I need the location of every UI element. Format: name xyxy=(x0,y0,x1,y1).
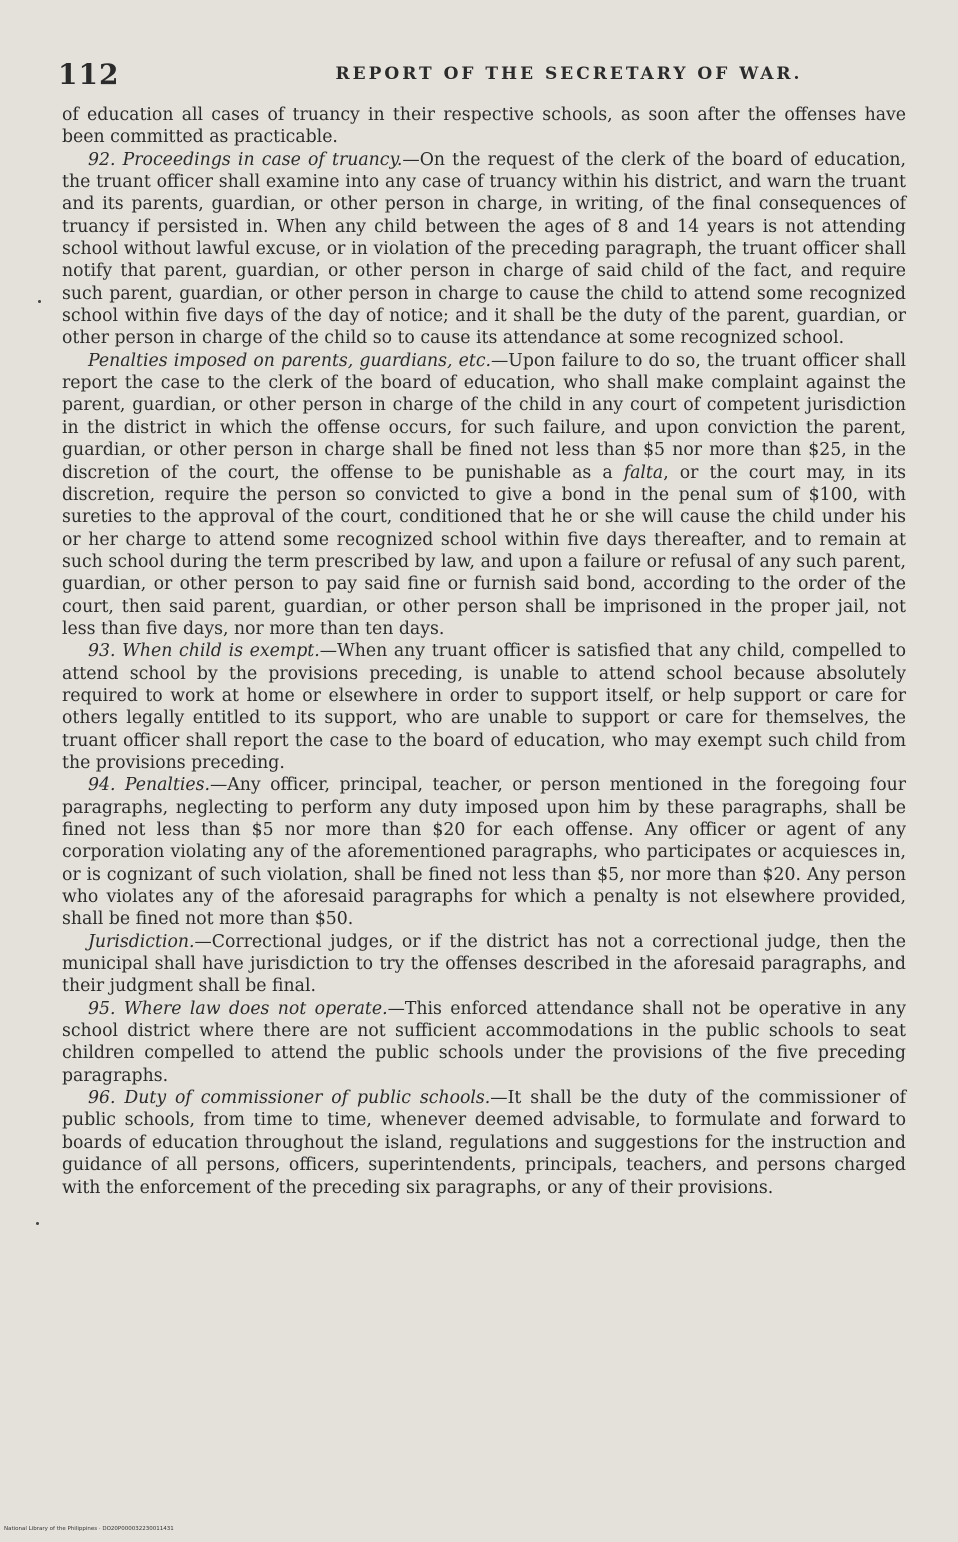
section-92 xyxy=(62,149,906,350)
penalties-parents-text-2: , or the court may, in its discretion, require the person so convicted to give a bond in the penal sum of $100, with sureties to the approval of the court, conditioned that he or she will cause the child under his or her charge to attend some recognized school within five days thereafter, and to remain at such school during the term prescribed by law, and upon a failure or refusal of any such parent, guardian, or other person to pay said fine or furnish said bond, according to the order of the court, then said parent, guardian, or other person shall be imprisoned in the proper jail, not less than five days, nor more than ten days. xyxy=(62,462,907,639)
continuation-text: of education all cases of truancy in their respective schools, as soon after the offenses have been committed as practicable. xyxy=(62,105,906,148)
section-93-number: 93. xyxy=(88,641,116,662)
section-92-text: On the request of the clerk of the board of education, the truant officer shall examine into any case of truancy within his district, and warn the truant and its parents, guardian, or other person in charge, in writing, of the final consequences of truancy if persisted in. When any child between the ages of 8 and 14 years is not attending school without lawful excuse, or in violation of the preceding paragraph, the truant officer shall notify that parent, guardian, or other person in charge of said child of the fact, and require such parent, guardian, or other person in charge to cause the child to attend some recognized school within five days of the day of notice; and it shall be the duty of the parent, guardian, or other person in charge of the child so to cause its attendance at some recognized school. xyxy=(62,149,906,349)
dash: — xyxy=(491,350,509,371)
section-96-heading: Duty of commissioner of public schools. xyxy=(124,1088,491,1109)
library-credit: National Library of the Philippines · DO20P000032230011431 xyxy=(4,1526,174,1532)
jurisdiction-heading: Jurisdiction. xyxy=(88,931,195,952)
section-94-text: Any officer, principal, teacher, or person mentioned in the foregoing four paragraphs, neglecting to perform any duty imposed upon him by these paragraphs, shall be fined not less than $5 nor more than $20 for each offense. Any officer or agent of any corporation violating any of the aforementioned paragraphs, who participates or acquiesces in, or is cognizant of such violation, shall be fined not less than $5, nor more than $20. Any person who violates any of the aforesaid paragraphs for which a penalty is not elsewhere provided, shall be fined not more than $50. xyxy=(62,775,906,930)
jurisdiction-text: Correctional judges, or if the district has not a correctional judge, then the municipal shall have jurisdiction to try the offenses described in the aforesaid paragraphs, and their judgment shall be final. xyxy=(62,931,906,997)
section-94-number: 94. xyxy=(88,775,116,796)
section-96 xyxy=(62,1087,906,1199)
section-92-number: 92. xyxy=(88,149,116,170)
section-96-number: 96. xyxy=(88,1088,116,1109)
running-head: REPORT OF THE SECRETARY OF WAR. xyxy=(335,64,803,84)
section-94-heading: Penalties. xyxy=(124,775,211,796)
section-95-number: 95. xyxy=(88,998,116,1019)
dash: — xyxy=(194,931,212,952)
section-92-heading: Proceedings in case of truancy. xyxy=(122,149,403,170)
page-number: 112 xyxy=(58,58,120,91)
penalties-parents-heading: Penalties imposed on parents, guardians, etc. xyxy=(88,350,491,371)
continuation-paragraph xyxy=(62,104,906,149)
section-93 xyxy=(62,640,906,774)
section-95 xyxy=(62,998,906,1087)
page-header xyxy=(58,58,910,102)
section-94 xyxy=(62,774,906,930)
section-93-heading: When child is exempt. xyxy=(122,641,320,662)
dash: — xyxy=(490,1088,508,1109)
dash: — xyxy=(387,998,405,1019)
section-93-text: When any truant officer is satisfied that any child, compelled to attend school by the provisions preceding, is unable to attend school because absolutely required to work at home or elsewhere in order to support itself, or help support or care for others legally entitled to its support, who are unable to support or care for themselves, the truant officer shall report the case to the board of education, who may exempt such child from the provisions preceding. xyxy=(62,641,906,773)
section-jurisdiction xyxy=(62,931,906,998)
dash: — xyxy=(319,641,337,662)
penalties-parents-text-1: Upon failure to do so, the truant officer shall report the case to the clerk of the board of education, who shall make complaint against the parent, guardian, or other person in charge of the child in any court of competent jurisdiction in the district in which the offense occurs, for such failure, and upon conviction the parent, guardian, or other person in charge shall be fined not less than $5 nor more than $25, in the discretion of the court, the offense to be punishable as a xyxy=(62,350,906,483)
section-95-heading: Where law does not operate. xyxy=(123,998,388,1019)
section-penalties-parents xyxy=(62,350,906,640)
document-body xyxy=(62,104,906,1199)
margin-mark xyxy=(38,300,41,303)
section-95-text: This enforced attendance shall not be operative in any school district where there are not sufficient accommodations in the public schools to seat children compelled to attend the public schools under the provisions of the five preceding paragraphs. xyxy=(62,998,906,1086)
dash: — xyxy=(210,775,228,796)
falta-term: falta xyxy=(623,462,664,483)
section-96-text: It shall be the duty of the commissioner of public schools, from time to time, whenever deemed advisable, to formulate and forward to boards of education throughout the island, regulations and suggestions for the instruction and guidance of all persons, officers, superintendents, principals, teachers, and persons charged with the enforcement of the preceding six paragraphs, or any of their provisions. xyxy=(62,1088,907,1198)
dash: — xyxy=(402,149,420,170)
margin-mark xyxy=(36,1222,39,1225)
